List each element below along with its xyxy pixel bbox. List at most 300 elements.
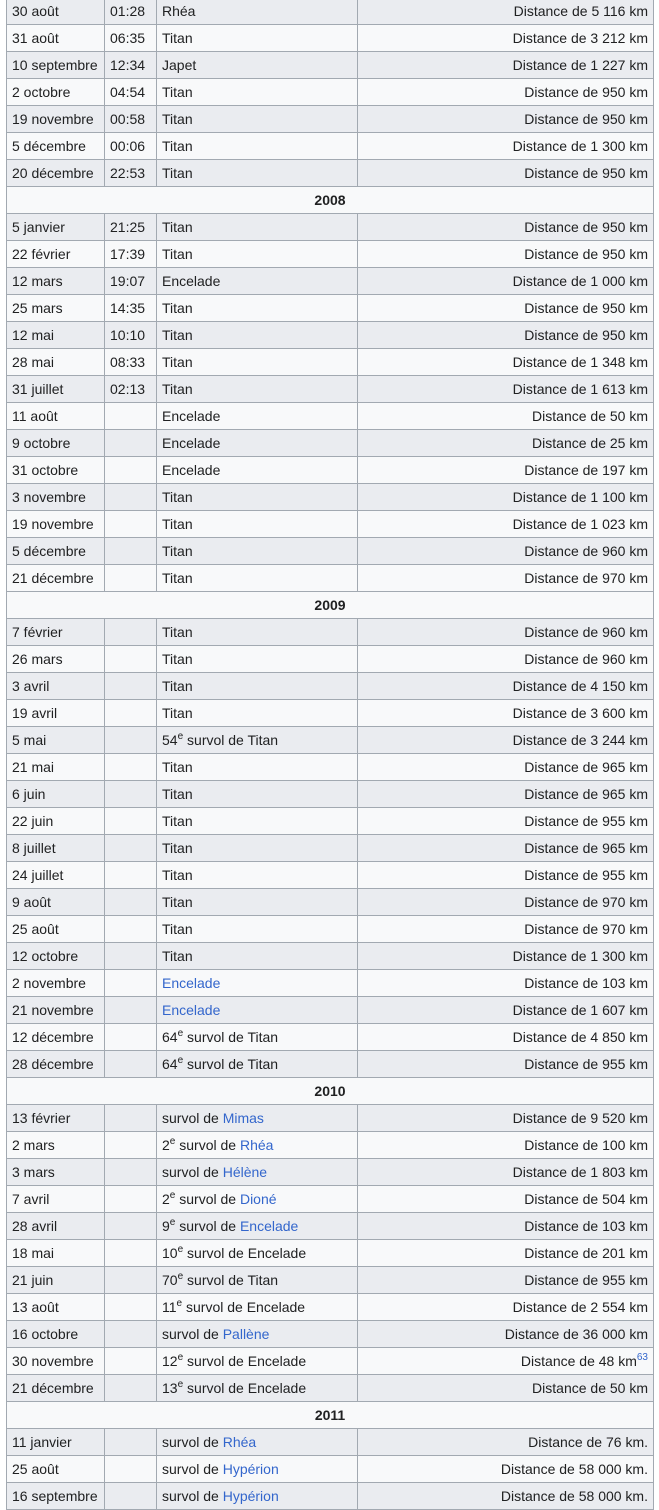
date-cell: 3 mars — [7, 1159, 105, 1186]
distance-cell — [358, 835, 654, 862]
target-cell — [157, 403, 358, 430]
time-cell — [105, 1213, 157, 1240]
distance-text: Distance de 9 520 km — [512, 1110, 648, 1126]
distance-text: Distance de 1 300 km — [512, 948, 648, 964]
table-row — [7, 1159, 654, 1186]
target-cell — [157, 673, 358, 700]
table-row — [7, 511, 654, 538]
target-cell — [157, 1456, 358, 1483]
target-text: survol de Encelade — [183, 1380, 307, 1396]
date-cell: 19 novembre — [7, 106, 105, 133]
target-text: Titan — [162, 867, 193, 883]
target-cell — [157, 754, 358, 781]
distance-cell — [358, 565, 654, 592]
distance-text: Distance de 950 km — [524, 165, 648, 181]
distance-cell — [358, 1483, 654, 1510]
distance-text: Distance de 1 227 km — [512, 57, 648, 73]
date-cell: 5 mai — [7, 727, 105, 754]
target-text: Titan — [162, 570, 193, 586]
target-cell — [157, 133, 358, 160]
time-cell — [105, 835, 157, 862]
date-cell: 25 août — [7, 1456, 105, 1483]
table-row — [7, 808, 654, 835]
target-link[interactable]: Mimas — [222, 1110, 264, 1126]
date-cell: 22 juin — [7, 808, 105, 835]
target-text: Titan — [162, 678, 193, 694]
target-cell — [157, 1240, 358, 1267]
time-cell — [105, 808, 157, 835]
time-cell — [105, 1429, 157, 1456]
time-cell — [105, 1348, 157, 1375]
date-cell: 2 novembre — [7, 970, 105, 997]
target-cell — [157, 106, 358, 133]
distance-cell — [358, 1132, 654, 1159]
target-link[interactable]: Pallène — [222, 1326, 270, 1342]
ordinal-suffix: e — [176, 1298, 183, 1309]
table-row — [7, 1348, 654, 1375]
time-cell — [105, 619, 157, 646]
target-link[interactable]: Hélène — [222, 1164, 268, 1180]
table-row — [7, 970, 654, 997]
time-cell — [105, 1456, 157, 1483]
distance-text: Distance de 48 km — [520, 1353, 637, 1369]
time-cell — [105, 1483, 157, 1510]
time-cell: 12:34 — [105, 52, 157, 79]
distance-text: Distance de 1 348 km — [512, 354, 648, 370]
table-row — [7, 1240, 654, 1267]
distance-cell — [358, 646, 654, 673]
time-cell — [105, 565, 157, 592]
date-cell: 22 février — [7, 241, 105, 268]
date-cell: 9 août — [7, 889, 105, 916]
distance-cell — [358, 0, 654, 25]
target-cell — [157, 808, 358, 835]
distance-cell — [358, 349, 654, 376]
target-text: Titan — [162, 246, 193, 262]
table-row — [7, 1132, 654, 1159]
table-row — [7, 1024, 654, 1051]
distance-cell — [358, 322, 654, 349]
target-cell — [157, 1105, 358, 1132]
year-header-row — [7, 187, 654, 214]
distance-cell — [358, 1186, 654, 1213]
year-header: 2008 — [7, 187, 654, 214]
date-cell: 12 décembre — [7, 1024, 105, 1051]
date-cell: 26 mars — [7, 646, 105, 673]
target-cell — [157, 295, 358, 322]
year-header: 2009 — [7, 592, 654, 619]
distance-text: Distance de 103 km — [524, 1218, 648, 1234]
target-text: Titan — [162, 651, 193, 667]
date-cell: 31 juillet — [7, 376, 105, 403]
distance-text: Distance de 950 km — [524, 327, 648, 343]
target-text: survol de Encelade — [183, 1245, 307, 1261]
target-cell — [157, 538, 358, 565]
date-cell: 31 octobre — [7, 457, 105, 484]
distance-text: Distance de 1 803 km — [512, 1164, 648, 1180]
target-cell — [157, 214, 358, 241]
distance-text: Distance de 4 850 km — [512, 1029, 648, 1045]
target-text: survol de — [162, 1488, 223, 1504]
distance-cell — [358, 133, 654, 160]
table-row — [7, 1375, 654, 1402]
distance-text: Distance de 504 km — [524, 1191, 648, 1207]
distance-text: Distance de 950 km — [524, 300, 648, 316]
distance-cell — [358, 25, 654, 52]
distance-cell — [358, 1105, 654, 1132]
table-row — [7, 619, 654, 646]
target-text: Titan — [162, 813, 193, 829]
table-row — [7, 79, 654, 106]
target-text: Titan — [162, 624, 193, 640]
target-link[interactable]: Rhéa — [222, 1434, 257, 1450]
time-cell — [105, 1132, 157, 1159]
target-text: Titan — [162, 327, 193, 343]
target-link[interactable]: Rhéa — [239, 1137, 274, 1153]
distance-text: Distance de 960 km — [524, 543, 648, 559]
table-row — [7, 646, 654, 673]
target-cell — [157, 457, 358, 484]
date-cell: 12 mars — [7, 268, 105, 295]
table-row — [7, 1186, 654, 1213]
distance-cell — [358, 754, 654, 781]
distance-cell — [358, 1375, 654, 1402]
time-cell: 10:10 — [105, 322, 157, 349]
time-cell: 14:35 — [105, 295, 157, 322]
distance-text: Distance de 3 244 km — [512, 732, 648, 748]
target-cell — [157, 1024, 358, 1051]
time-cell: 21:25 — [105, 214, 157, 241]
table-row — [7, 862, 654, 889]
target-cell — [157, 889, 358, 916]
target-cell — [157, 1051, 358, 1078]
date-cell: 30 août — [7, 0, 105, 25]
table-row — [7, 916, 654, 943]
date-cell: 11 août — [7, 403, 105, 430]
target-text: 12 — [162, 1353, 178, 1369]
target-cell — [157, 349, 358, 376]
table-row — [7, 52, 654, 79]
distance-cell — [358, 160, 654, 187]
target-text: 70 — [162, 1272, 178, 1288]
distance-cell — [358, 1240, 654, 1267]
target-cell — [157, 1429, 358, 1456]
distance-cell — [358, 484, 654, 511]
time-cell — [105, 727, 157, 754]
distance-cell — [358, 700, 654, 727]
distance-cell — [358, 727, 654, 754]
target-text: Titan — [162, 381, 193, 397]
distance-cell — [358, 781, 654, 808]
distance-text: Distance de 50 km — [532, 1380, 648, 1396]
target-cell — [157, 79, 358, 106]
date-cell: 31 août — [7, 25, 105, 52]
distance-cell — [358, 1429, 654, 1456]
date-cell: 18 mai — [7, 1240, 105, 1267]
distance-text: Distance de 1 000 km — [512, 273, 648, 289]
ordinal-suffix: e — [177, 1028, 184, 1039]
target-text: Titan — [162, 111, 193, 127]
table-row — [7, 565, 654, 592]
distance-text: Distance de 1 607 km — [512, 1002, 648, 1018]
table-row — [7, 241, 654, 268]
time-cell — [105, 700, 157, 727]
target-link[interactable]: Encelade — [162, 1002, 221, 1018]
distance-text: Distance de 1 023 km — [512, 516, 648, 532]
target-cell — [157, 565, 358, 592]
target-cell — [157, 376, 358, 403]
time-cell — [105, 1105, 157, 1132]
distance-text: Distance de 103 km — [524, 975, 648, 991]
ordinal-suffix: e — [177, 1271, 184, 1282]
table-row — [7, 0, 654, 25]
ordinal-suffix: e — [177, 1055, 184, 1066]
distance-cell — [358, 214, 654, 241]
table-row — [7, 727, 654, 754]
target-cell — [157, 916, 358, 943]
target-text: Titan — [162, 300, 193, 316]
table-row — [7, 106, 654, 133]
distance-cell — [358, 970, 654, 997]
target-cell — [157, 1483, 358, 1510]
target-text: survol de — [175, 1137, 240, 1153]
target-text: Titan — [162, 759, 193, 775]
time-cell — [105, 1294, 157, 1321]
time-cell — [105, 430, 157, 457]
date-cell: 25 août — [7, 916, 105, 943]
table-row — [7, 1267, 654, 1294]
target-link[interactable]: Encelade — [239, 1218, 299, 1234]
table-row — [7, 754, 654, 781]
target-cell — [157, 1348, 358, 1375]
distance-text: Distance de 970 km — [524, 894, 648, 910]
distance-text: Distance de 5 116 km — [513, 3, 648, 19]
target-text: Titan — [162, 786, 193, 802]
table-row — [7, 1051, 654, 1078]
target-text: 13 — [162, 1380, 178, 1396]
target-text: Encelade — [162, 462, 221, 478]
target-cell — [157, 52, 358, 79]
target-cell — [157, 511, 358, 538]
date-cell: 3 avril — [7, 673, 105, 700]
time-cell — [105, 970, 157, 997]
distance-text: Distance de 955 km — [524, 1272, 648, 1288]
target-cell — [157, 1321, 358, 1348]
time-cell — [105, 781, 157, 808]
table-row — [7, 700, 654, 727]
distance-cell — [358, 376, 654, 403]
date-cell: 9 octobre — [7, 430, 105, 457]
table-row — [7, 673, 654, 700]
distance-text: Distance de 965 km — [524, 840, 648, 856]
time-cell — [105, 457, 157, 484]
target-cell — [157, 700, 358, 727]
target-link[interactable]: Hypérion — [222, 1488, 279, 1504]
target-link[interactable]: Dioné — [239, 1191, 277, 1207]
target-text: Titan — [162, 354, 193, 370]
target-text: Titan — [162, 894, 193, 910]
table-row — [7, 376, 654, 403]
distance-text: Distance de 955 km — [524, 813, 648, 829]
time-cell — [105, 1024, 157, 1051]
distance-cell — [358, 106, 654, 133]
table-row — [7, 781, 654, 808]
target-cell — [157, 1213, 358, 1240]
time-cell — [105, 1051, 157, 1078]
date-cell: 28 mai — [7, 349, 105, 376]
distance-text: Distance de 970 km — [524, 570, 648, 586]
ordinal-suffix: e — [169, 1136, 176, 1147]
target-text: Titan — [162, 948, 193, 964]
date-cell: 20 décembre — [7, 160, 105, 187]
distance-text: Distance de 965 km — [524, 786, 648, 802]
ordinal-suffix: e — [177, 1244, 184, 1255]
distance-text: Distance de 58 000 km. — [500, 1488, 648, 1504]
date-cell: 2 mars — [7, 1132, 105, 1159]
year-header: 2010 — [7, 1078, 654, 1105]
target-text: Titan — [162, 516, 193, 532]
target-cell — [157, 943, 358, 970]
year-header-row — [7, 1078, 654, 1105]
distance-text: Distance de 955 km — [524, 867, 648, 883]
target-cell — [157, 1132, 358, 1159]
date-cell: 12 octobre — [7, 943, 105, 970]
date-cell: 5 décembre — [7, 133, 105, 160]
target-text: survol de Encelade — [183, 1353, 307, 1369]
target-cell — [157, 970, 358, 997]
distance-cell — [358, 295, 654, 322]
distance-cell — [358, 241, 654, 268]
target-link[interactable]: Encelade — [162, 975, 221, 991]
date-cell: 25 mars — [7, 295, 105, 322]
date-cell: 10 septembre — [7, 52, 105, 79]
time-cell — [105, 538, 157, 565]
time-cell: 22:53 — [105, 160, 157, 187]
date-cell: 21 décembre — [7, 565, 105, 592]
date-cell: 16 septembre — [7, 1483, 105, 1510]
time-cell — [105, 1186, 157, 1213]
date-cell: 6 juin — [7, 781, 105, 808]
distance-text: Distance de 1 100 km — [512, 489, 648, 505]
time-cell: 01:28 — [105, 0, 157, 25]
time-cell: 08:33 — [105, 349, 157, 376]
time-cell: 00:58 — [105, 106, 157, 133]
target-text: Titan — [162, 489, 193, 505]
date-cell: 13 février — [7, 1105, 105, 1132]
target-text: 11 — [162, 1299, 177, 1315]
date-cell: 16 octobre — [7, 1321, 105, 1348]
year-header: 2011 — [7, 1402, 654, 1429]
target-cell — [157, 25, 358, 52]
target-link[interactable]: Hypérion — [222, 1461, 279, 1477]
flyby-table — [6, 0, 654, 1510]
table-row — [7, 403, 654, 430]
table-row — [7, 268, 654, 295]
target-cell — [157, 160, 358, 187]
table-row — [7, 133, 654, 160]
target-cell — [157, 862, 358, 889]
distance-cell — [358, 1456, 654, 1483]
distance-text: Distance de 76 km. — [528, 1434, 648, 1450]
target-text: Titan — [162, 543, 193, 559]
time-cell — [105, 889, 157, 916]
distance-cell — [358, 916, 654, 943]
target-text: survol de — [162, 1326, 223, 1342]
target-text: Titan — [162, 921, 193, 937]
date-cell: 12 mai — [7, 322, 105, 349]
table-row — [7, 889, 654, 916]
target-cell — [157, 619, 358, 646]
target-text: 64 — [162, 1056, 178, 1072]
distance-cell — [358, 1051, 654, 1078]
table-row — [7, 295, 654, 322]
time-cell — [105, 646, 157, 673]
ordinal-suffix: e — [177, 1352, 184, 1363]
target-text: Titan — [162, 84, 193, 100]
ordinal-suffix: e — [177, 731, 184, 742]
target-text: 64 — [162, 1029, 178, 1045]
target-text: survol de — [162, 1164, 223, 1180]
table-row — [7, 1429, 654, 1456]
flyby-table-body — [7, 0, 654, 1510]
time-cell — [105, 997, 157, 1024]
target-cell — [157, 781, 358, 808]
target-cell — [157, 1186, 358, 1213]
distance-text: Distance de 950 km — [524, 219, 648, 235]
target-text: Titan — [162, 705, 193, 721]
distance-text: Distance de 1 613 km — [512, 381, 648, 397]
distance-cell — [358, 511, 654, 538]
distance-text: Distance de 965 km — [524, 759, 648, 775]
table-row — [7, 943, 654, 970]
table-row — [7, 25, 654, 52]
target-text: Titan — [162, 138, 193, 154]
time-cell: 04:54 — [105, 79, 157, 106]
date-cell: 21 mai — [7, 754, 105, 781]
time-cell — [105, 1159, 157, 1186]
distance-text: Distance de 4 150 km — [512, 678, 648, 694]
target-text: Japet — [162, 57, 197, 73]
distance-cell — [358, 1213, 654, 1240]
distance-cell — [358, 457, 654, 484]
distance-text: Distance de 960 km — [524, 651, 648, 667]
reference-link[interactable]: 63 — [636, 1352, 648, 1363]
target-text: 2 — [162, 1137, 170, 1153]
target-text: 10 — [162, 1245, 178, 1261]
distance-cell — [358, 538, 654, 565]
distance-text: Distance de 50 km — [532, 408, 648, 424]
time-cell — [105, 511, 157, 538]
table-row — [7, 997, 654, 1024]
distance-text: Distance de 950 km — [524, 246, 648, 262]
target-cell — [157, 268, 358, 295]
distance-cell — [358, 889, 654, 916]
date-cell: 24 juillet — [7, 862, 105, 889]
target-text: survol de — [162, 1110, 223, 1126]
target-cell — [157, 1267, 358, 1294]
target-text: Titan — [162, 219, 193, 235]
table-row — [7, 1456, 654, 1483]
distance-text: Distance de 36 000 km — [504, 1326, 648, 1342]
distance-cell — [358, 52, 654, 79]
date-cell: 7 avril — [7, 1186, 105, 1213]
target-text: survol de — [175, 1191, 240, 1207]
target-cell — [157, 241, 358, 268]
table-row — [7, 1321, 654, 1348]
time-cell — [105, 1267, 157, 1294]
target-text: survol de Encelade — [182, 1299, 306, 1315]
target-text: Encelade — [162, 435, 221, 451]
